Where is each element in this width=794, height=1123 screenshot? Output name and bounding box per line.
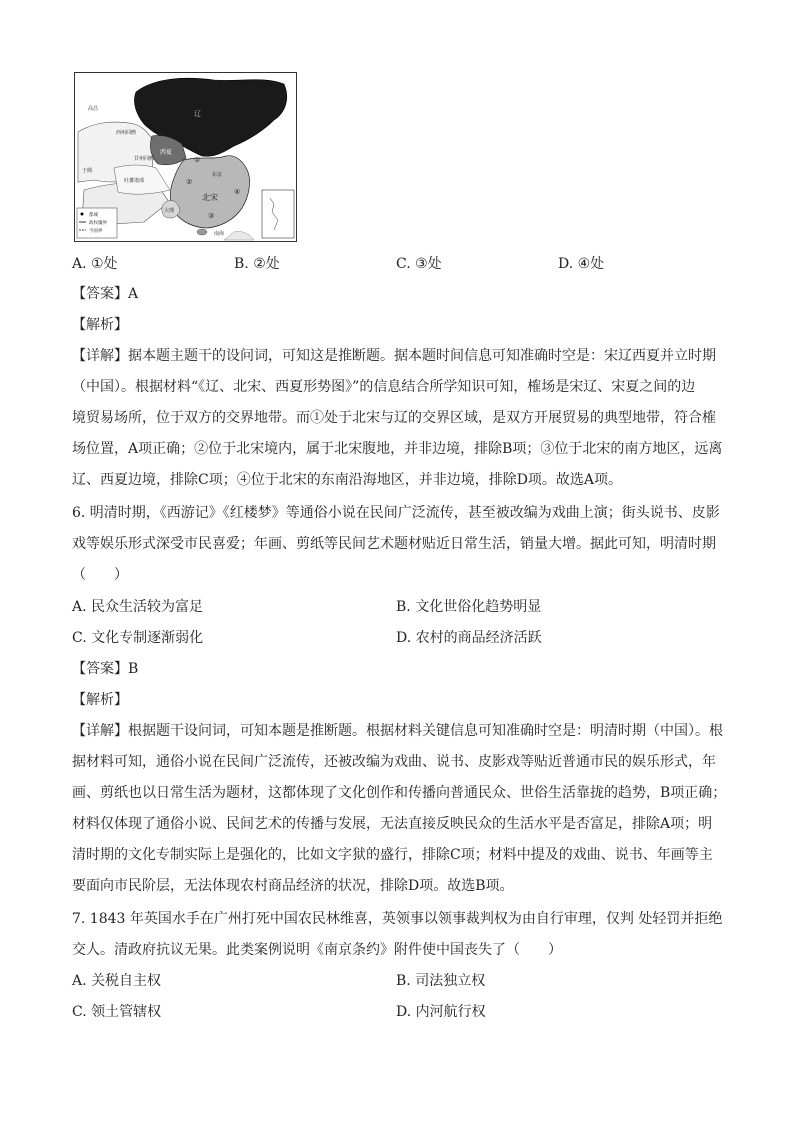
q6-stem-line: （ ） bbox=[72, 567, 128, 583]
q7-stem-line: 交人。清政府抗议无果。此类案例说明《南京条约》附件使中国丧失了（ ） bbox=[72, 942, 562, 958]
map-mark-4: ④ bbox=[234, 188, 241, 196]
q5-option-b[interactable]: B. ②处 bbox=[234, 256, 280, 272]
q6-detail-line: 要面向市民阶层，无法体现农村商品经济的状况，排除D项。故选B项。 bbox=[72, 878, 514, 894]
q6-option-a[interactable]: A. 民众生活较为富足 bbox=[72, 599, 204, 615]
map-label-beisong: 北宋 bbox=[202, 193, 218, 202]
answer-tag: 【答案】 bbox=[72, 286, 128, 302]
map-svg bbox=[74, 72, 297, 242]
legend-capital: 都城 bbox=[89, 213, 98, 218]
q5-answer bbox=[72, 284, 138, 304]
q6-option-d[interactable]: D. 农村的商品经济活跃 bbox=[396, 630, 542, 646]
q5-detail-line: 境贸易场所，位于双方的交界地带。而①处于北宋与辽的交界区域，是双方开展贸易的典型地带，符合榷 bbox=[72, 410, 716, 426]
q6-detail-line: 清时期的文化专制实际上是强化的，比如文字狱的盛行，排除C项；材料中提及的戏曲、说书、年画等主 bbox=[72, 847, 713, 863]
map-label-dongjing: 东京 bbox=[212, 172, 223, 178]
legend-boundary: 政权疆界 bbox=[89, 221, 107, 226]
q7-option-c[interactable]: C. 领土管辖权 bbox=[72, 1004, 162, 1020]
q7-option-d[interactable]: D. 内河航行权 bbox=[396, 1004, 486, 1020]
q5-option-a[interactable]: A. ①处 bbox=[72, 256, 118, 272]
q6-answer bbox=[72, 659, 138, 679]
map-label-nanhai: 南海 bbox=[214, 231, 225, 237]
q7-stem-line: 7. 1843 年英国水手在广州打死中国农民林维喜，英领事以领事裁判权为由自行审理，仅判 处轻罚并拒绝 bbox=[72, 911, 723, 927]
q6-option-b[interactable]: B. 文化世俗化趋势明显 bbox=[396, 599, 542, 615]
q7-option-a[interactable]: A. 关税自主权 bbox=[72, 973, 162, 989]
answer-value: A bbox=[128, 286, 139, 302]
map-label-yutian: 于阗 bbox=[82, 168, 93, 174]
q7-option-b[interactable]: B. 司法独立权 bbox=[396, 973, 486, 989]
q6-detail-line: 据材料可知，通俗小说在民间广泛流传，还被改编为戏曲、说书、皮影戏等贴近普通市民的娱乐形式，年 bbox=[72, 754, 716, 770]
q6-stem-line: 6. 明清时期，《西游记》《红楼梦》等通俗小说在民间广泛流传，甚至被改编为戏曲上演；街头说书、皮影 bbox=[72, 505, 720, 521]
q5-option-d[interactable]: D. ④处 bbox=[558, 256, 605, 272]
map-label-xizhou: 西州回鹘 bbox=[116, 130, 137, 136]
q6-detail-line: 【详解】根据题干设问词，可知本题是推断题。根据材料关键信息可知准确时空是：明清时期（中国）。根 bbox=[72, 723, 723, 739]
map-mark-1: ① bbox=[194, 156, 201, 164]
q5-option-c[interactable]: C. ③处 bbox=[396, 256, 442, 272]
q5-detail-line: 场位置，A项正确；②位于北宋境内，属于北宋腹地，并非边境，排除B项；③位于北宋的南方地区，远离 bbox=[72, 441, 723, 457]
map-mark-2: ② bbox=[186, 178, 193, 186]
q5-detail-line: 辽、西夏边境，排除C项；④位于北宋的东南沿海地区，并非边境，排除D项。故选A项。 bbox=[72, 472, 623, 488]
answer-tag: 【答案】 bbox=[72, 661, 128, 677]
map-label-xixia: 西夏 bbox=[160, 149, 173, 156]
q6-detail-line: 画、剪纸也以日常生活为题材，这都体现了文化创作和传播向普通民众、世俗生活靠拢的趋势，B项正确； bbox=[72, 785, 727, 801]
q6-analysis-tag: 【解析】 bbox=[72, 692, 128, 708]
q5-analysis-tag: 【解析】 bbox=[72, 317, 128, 333]
map-label-tubo: 吐蕃诸部 bbox=[124, 178, 145, 184]
q6-option-c[interactable]: C. 文化专制逐渐弱化 bbox=[72, 630, 204, 646]
map-label-gaochang: 高昌 bbox=[88, 106, 99, 112]
map-label-liao: 辽 bbox=[194, 110, 201, 118]
liao-song-xixia-map bbox=[74, 72, 297, 242]
q6-stem-line: 戏等娱乐形式深受市民喜爱；年画、剪纸等民间艺术题材贴近日常生活，销量大增。据此可知，明清时期 bbox=[72, 536, 716, 552]
q5-detail-line: （中国）。根据材料“《辽、北宋、西夏形势图》”的信息结合所学知识可知，榷场是宋辽、宋夏之间的边 bbox=[72, 379, 696, 395]
map-label-ganzhou: 甘州回鹘 bbox=[134, 156, 155, 162]
legend-national-border: 今国界 bbox=[89, 229, 103, 234]
q5-detail-line: 【详解】据本题主题干的设问词，可知这是推断题。据本题时间信息可知准确时空是：宋辽西夏并立时期 bbox=[72, 348, 716, 364]
map-label-dali: 大理 bbox=[164, 208, 175, 214]
answer-value: B bbox=[128, 661, 139, 677]
map-mark-3: ③ bbox=[208, 212, 215, 220]
q6-detail-line: 材料仅体现了通俗小说、民间艺术的传播与发展，无法直接反映民众的生活水平是否富足，排除A项；明 bbox=[72, 816, 713, 832]
